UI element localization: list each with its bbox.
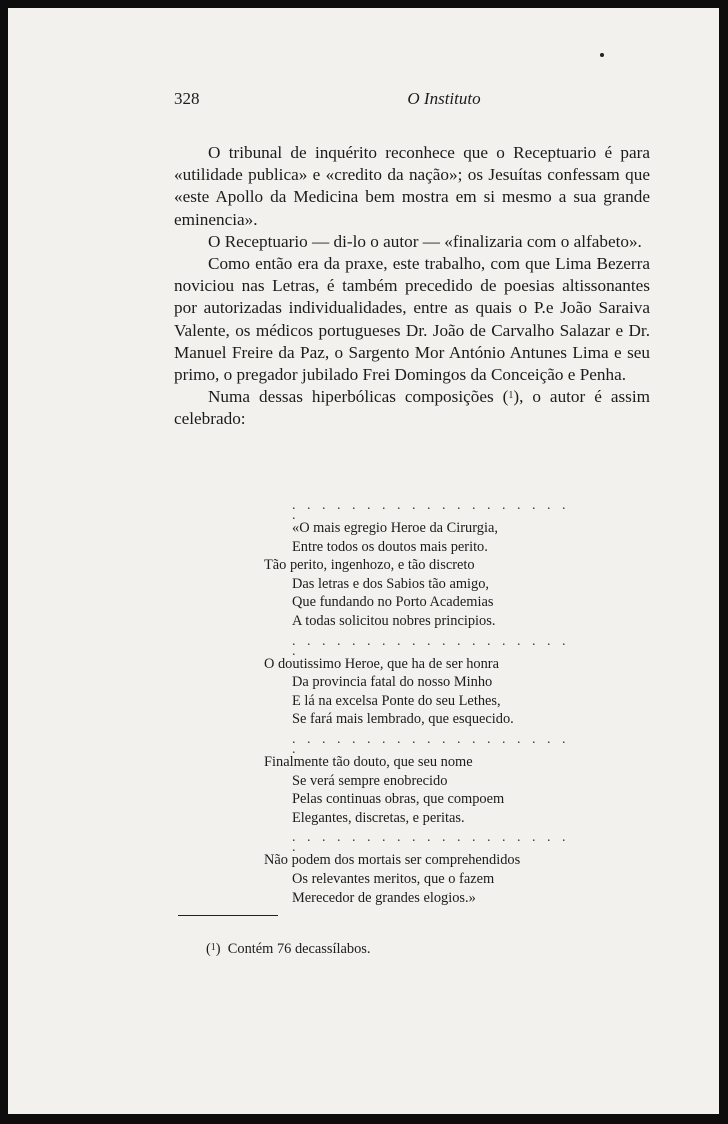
book-page [8, 8, 719, 1114]
paragraph [174, 386, 650, 430]
poem-line: Pelas continuas obras, que compoem [292, 791, 505, 808]
poem-line: Elegantes, discretas, e peritas. [292, 809, 465, 826]
poem-line: Se fará mais lembrado, que esquecido. [292, 711, 514, 728]
paragraph: Como então era da praxe, este trabalho, com que Lima Bezerra noviciou nas Letras, é também precedido de poesias altissonantes por autorizadas individualidades, entre as quais o P.e João Saraiva Valente, os médicos portugueses Dr. João de Carvalho Salazar e Dr. Manuel Freire da Paz, o Sargento Mor António Antunes Lima e seu primo, o pregador jubilado Frei Domingos da Conceição e Penha. [174, 254, 650, 385]
ellipsis-dots: . . . . . . . . . . . . . . . . . . . . [292, 633, 570, 659]
ellipsis-dots: . . . . . . . . . . . . . . . . . . . . [292, 498, 570, 523]
poem-line: Que fundando no Porto Academias [292, 594, 494, 611]
running-title: O Instituto [407, 89, 481, 108]
footnote-marker: 1 [210, 942, 216, 953]
footnote-reference: 1 [508, 390, 514, 402]
poem-stanza [256, 519, 576, 631]
paragraph: O Receptuario — di-lo o autor — «finalizaria com o alfabeto». [208, 231, 642, 251]
footnote: ($^1$) Contém 76 decassílabos. [206, 941, 371, 957]
poem-line: Finalmente tão douto, que seu nome [264, 753, 473, 770]
ellipsis-dots: . . . . . . . . . . . . . . . . . . . . [292, 830, 570, 856]
paragraph: O tribunal de inquérito reconhece que o Receptuario é para «utilidade publica» e «credito da nação»; os Jesuítas confessam que «este Apollo da Medicina bem mostra em si mesmo a sua grande eminencia». [174, 143, 650, 229]
paragraph-text: ), o autor é assim celebrado: [174, 387, 650, 429]
poem-line: «O mais egregio Heroe da Cirurgia, [292, 520, 498, 536]
poem-stanza [256, 753, 576, 827]
poem-line: Entre todos os doutos mais perito. [292, 538, 488, 555]
page-number: 328 [174, 89, 200, 108]
footnote-divider [178, 915, 278, 916]
ink-speck [600, 53, 604, 57]
footnote-text: Contém 76 decassílabos. [227, 941, 371, 957]
paragraph-text: Numa dessas hiperbólicas composições ( [208, 387, 509, 407]
poem-quotation [256, 498, 576, 913]
poem-line: A todas solicitou nobres principios. [292, 612, 496, 629]
poem-line: Se verá sempre enobrecido [292, 772, 448, 789]
poem-line: O doutissimo Heroe, que ha de ser honra [264, 655, 499, 672]
poem-line: Da provincia fatal do nosso Minho [292, 674, 493, 691]
body-text [174, 142, 650, 431]
poem-line: E lá na excelsa Ponte do seu Lethes, [292, 692, 501, 709]
poem-stanza [256, 655, 576, 729]
poem-line: Não podem dos mortais ser comprehendidos [264, 852, 521, 869]
poem-line: Tão perito, ingenhozo, e tão discreto [264, 557, 475, 574]
poem-line: Merecedor de grandes elogios.» [292, 889, 476, 906]
ellipsis-dots: . . . . . . . . . . . . . . . . . . . . [292, 731, 570, 757]
poem-stanza [256, 851, 576, 907]
poem-line: Os relevantes meritos, que o fazem [292, 870, 495, 887]
poem-line: Das letras e dos Sabios tão amigo, [292, 575, 490, 592]
